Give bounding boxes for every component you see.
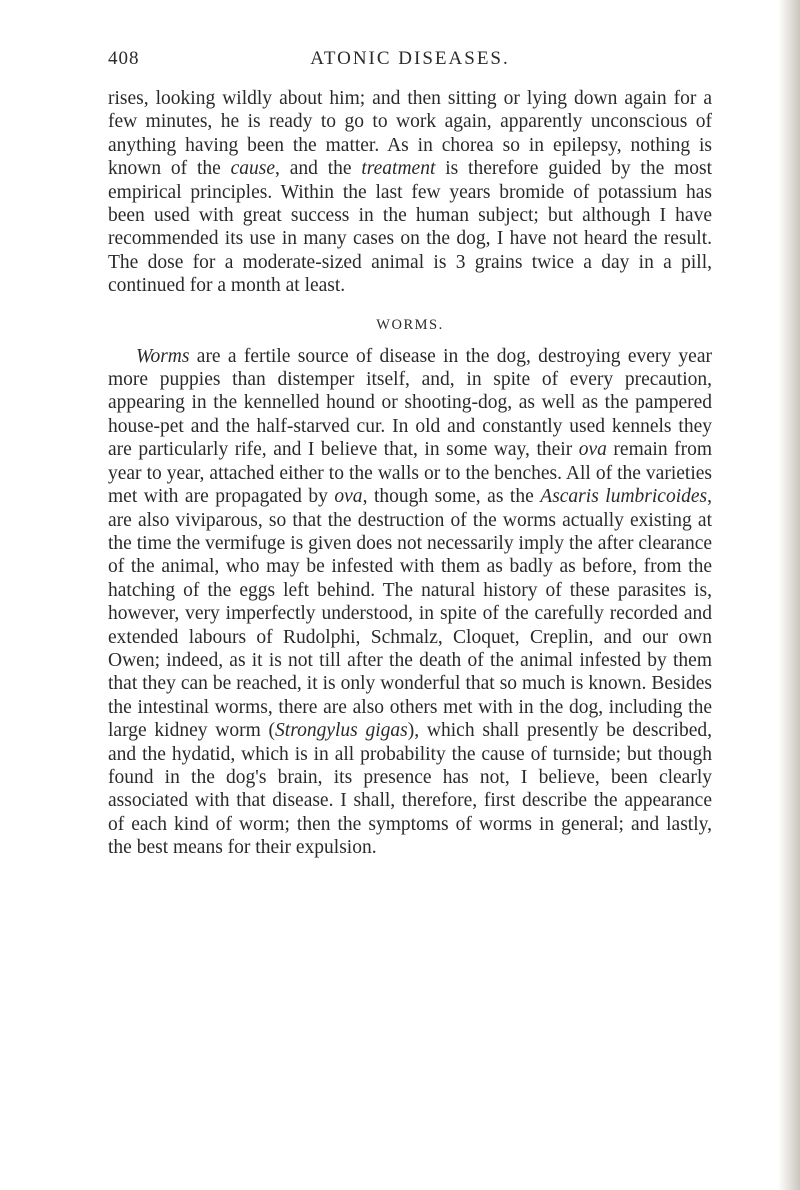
paragraph-worms: Worms are a fertile source of disease in the dog, destroying every year more puppies than distemper itself, and, in spite of every precaution, appearing in the kennelled hound or shooting-dog, as well as the pampered house-pet and the half-starved cur. In old and constantly used kennels they are particularly rife, and I believe that, in some way, their ova remain from year to year, attached either to the walls or to the benches. All of the varieties met with are propagated by ova, though some, as the Ascaris lumbricoides, are also viviparous, so that the destruction of the worms actually existing at the time the vermifuge is given does not necessarily imply the after clearance of the animal, who may be infested with them as badly as before, from the hatching of the eggs left behind. The natural history of these parasites is, however, very imperfectly understood, in spite of the carefully recorded and extended labours of Rudolphi, Schmalz, Cloquet, Creplin, and our own Owen; indeed, as it is not till after the death of the animal infested by them that they can be reached, it is only wonderful that so much is known. Besides the intestinal worms, there are also others met with in the dog, including the large kidney worm (Strongylus gigas), which shall presently be described, and the hydatid, which is in all probability the cause of turnside; but though found in the dog's brain, its presence has not, I believe, been clearly associated with that disease. I shall, therefore, first describe the appearance of each kind of worm; then the symptoms of worms in general; and lastly, the best means for their expulsion. xyxy=(108,345,713,859)
page-number: 408 xyxy=(108,48,140,69)
running-title: ATONIC DISEASES. xyxy=(310,48,510,69)
body-text xyxy=(108,87,712,860)
paragraph-epilepsy: rises, looking wildly about him; and then sitting or lying down again for a few minutes, he is ready to go to work again, apparently unconscious of anything having been the matter. As in chorea so in epilepsy, nothing is known of the cause, and the treatment is therefore guided by the most empirical principles. Within the last few years bromide of potassium has been used with great success in the human subject; but although I have recommended its use in many cases on the dog, I have not heard the result. The dose for a moderate-sized animal is 3 grains twice a day in a pill, continued for a month at least. xyxy=(108,88,712,297)
section-heading-worms: WORMS. xyxy=(376,316,444,333)
running-head xyxy=(108,48,712,78)
page-edge-shadow xyxy=(778,0,800,1190)
